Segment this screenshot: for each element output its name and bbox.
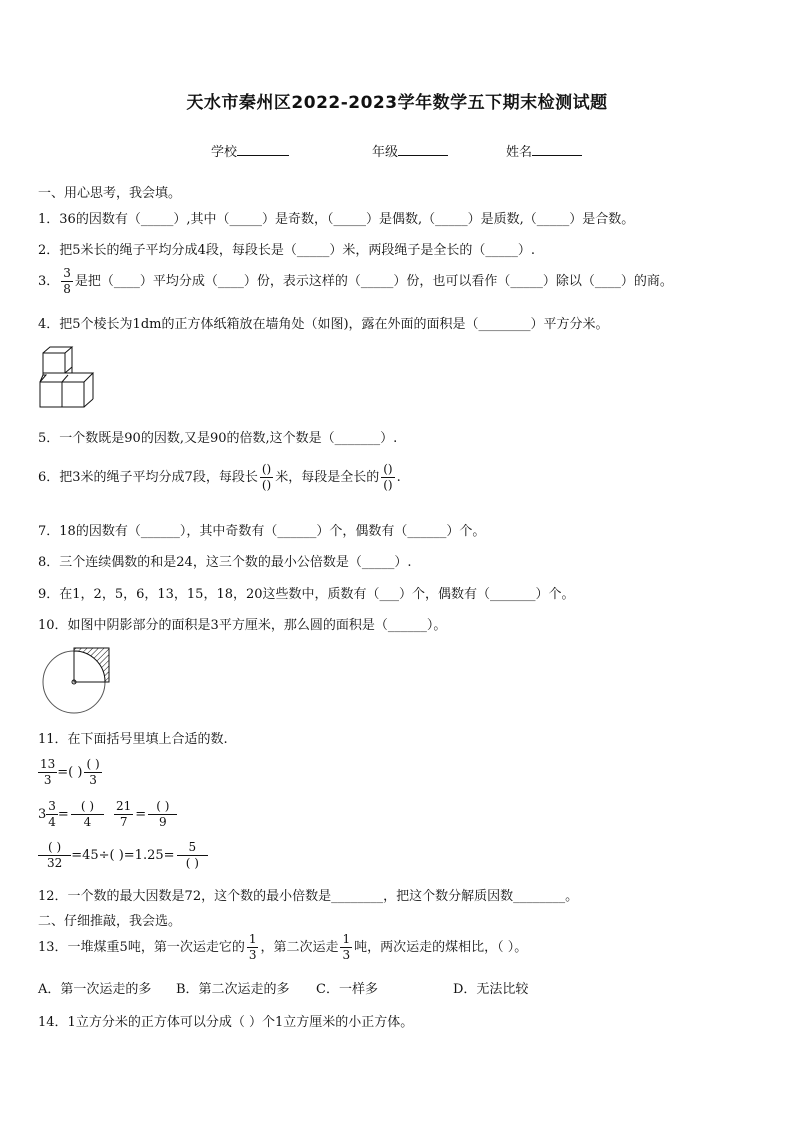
- name-label: 姓名: [506, 145, 533, 160]
- fraction-denominator: 3: [43, 773, 52, 787]
- question-10: 10．如图中阴影部分的面积是3平方厘米，那么圆的面积是（______）。: [38, 618, 447, 633]
- question-9: 9．在1，2，5，6，13，15，18，20这些数中，质数有（___）个，偶数有（_______）个。: [38, 587, 575, 602]
- fraction-blank-over-32[interactable]: [38, 840, 71, 871]
- question-6-text-3: .: [396, 470, 401, 485]
- fraction-numerator: ( ): [148, 799, 177, 815]
- fraction-denominator: 3: [89, 773, 97, 787]
- fraction-numerator: 3: [48, 799, 56, 813]
- fraction-numerator: ( ): [71, 799, 104, 815]
- question-14: 14．1立方分米的正方体可以分成（ ）个1立方厘米的小正方体。: [38, 1015, 414, 1030]
- fraction-numerator: 1: [248, 932, 257, 946]
- fraction-1-3-a: [247, 932, 259, 963]
- name-field[interactable]: [506, 141, 582, 160]
- fraction-blank-over-9[interactable]: [148, 799, 177, 830]
- school-field[interactable]: [211, 141, 289, 160]
- question-3-text: 是把（____）平均分成（____）份，表示这样的（_____）份，也可以看作（_____）除以（____）的商。: [74, 274, 673, 289]
- fraction-denominator: 9: [158, 815, 167, 829]
- question-12: 12．一个数的最大因数是72，这个数的最小倍数是________，把这个数分解质因数________。: [38, 889, 579, 904]
- fraction-3-4: [46, 799, 58, 830]
- equation-text: =: [57, 807, 69, 822]
- question-1: 1．36的因数有（_____）,其中（_____）是奇数，（_____）是偶数,（_____）是质数,（_____）是合数。: [38, 212, 635, 227]
- equation-text: =( ): [57, 765, 83, 780]
- school-label: 学校: [211, 145, 238, 160]
- fraction-1-3-b: [340, 932, 352, 963]
- fraction-numerator: (): [383, 462, 393, 476]
- name-blank[interactable]: [532, 143, 582, 156]
- fraction-numerator: ( ): [86, 757, 100, 771]
- fraction-blank-1[interactable]: [260, 462, 273, 493]
- fraction-blank-over-3[interactable]: [84, 757, 101, 788]
- fraction-denominator: (): [261, 478, 272, 492]
- fraction-denominator: ( ): [185, 856, 199, 870]
- question-13-text-1: 13．一堆煤重5吨，第一次运走它的: [38, 940, 245, 955]
- q11-row-3: [38, 840, 210, 871]
- fraction-13-3: [38, 757, 57, 788]
- fraction-denominator: 7: [119, 815, 128, 829]
- whole-number: 3: [38, 807, 47, 822]
- circle-figure: [40, 644, 114, 714]
- school-blank[interactable]: [237, 143, 289, 156]
- section-heading-choice: 二、仔细推敲，我会选。: [38, 914, 182, 929]
- fraction-numerator: 1: [342, 932, 351, 946]
- fraction-21-7: [114, 799, 133, 830]
- fraction-numerator: (): [261, 462, 272, 476]
- fraction-numerator: 5: [177, 840, 209, 856]
- question-4: 4．把5个棱长为1dm的正方体纸箱放在墙角处（如图)，露在外面的面积是（________）平方分米。: [38, 317, 609, 332]
- question-6: [38, 462, 401, 493]
- question-8: 8．三个连续偶数的和是24，这三个数的最小公倍数是（_____）.: [38, 555, 412, 570]
- fraction-blank-2[interactable]: [381, 462, 394, 493]
- fraction-denominator: 3: [248, 948, 257, 962]
- question-2: 2．把5米长的绳子平均分成4段，每段长是（_____）米，两段绳子是全长的（_____）.: [38, 243, 535, 258]
- q11-row-1: [38, 757, 104, 788]
- question-13-text-3: 吨，两次运走的煤相比，（ ）。: [354, 940, 528, 955]
- grade-blank[interactable]: [398, 143, 448, 156]
- option-d[interactable]: D．无法比较: [453, 982, 529, 997]
- q11-row-2: [38, 799, 179, 830]
- question-6-text-1: 6．把3米的绳子平均分成7段，每段长: [38, 470, 258, 485]
- question-11: 11．在下面括号里填上合适的数.: [38, 732, 228, 747]
- fraction-numerator: ( ): [38, 840, 71, 856]
- fraction-numerator: 3: [63, 266, 71, 280]
- fraction-denominator: 4: [48, 815, 56, 829]
- fraction-numerator: 21: [116, 799, 132, 813]
- option-b[interactable]: B．第二次运走的多: [176, 982, 290, 997]
- fraction-denominator: 3: [342, 948, 351, 962]
- question-6-text-2: 米，每段是全长的: [275, 470, 380, 485]
- fraction-denominator: (): [383, 478, 393, 492]
- equation-text: =45÷( )=1.25=: [71, 848, 175, 863]
- option-a[interactable]: A．第一次运走的多: [38, 982, 152, 997]
- fraction-5-over-blank[interactable]: [177, 840, 209, 871]
- section-heading-fill: 一、用心思考，我会填。: [38, 186, 182, 201]
- fraction-3-8: [61, 266, 73, 297]
- fraction-denominator: 32: [46, 856, 63, 870]
- grade-label: 年级: [372, 145, 399, 160]
- cubes-figure: [38, 345, 102, 409]
- option-c[interactable]: C．一样多: [316, 982, 378, 997]
- fraction-blank-over-4[interactable]: [71, 799, 104, 830]
- question-3-number: 3．: [38, 274, 60, 289]
- question-7: 7．18的因数有（______），其中奇数有（______）个，偶数有（______）个。: [38, 524, 486, 539]
- grade-field[interactable]: [372, 141, 448, 160]
- question-13-text-2: ，第二次运走: [260, 940, 339, 955]
- page-title: 天水市秦州区2022-2023学年数学五下期末检测试题: [186, 93, 608, 113]
- fraction-denominator: 8: [63, 282, 71, 296]
- question-3: [38, 266, 673, 297]
- equation-text: =: [135, 807, 147, 822]
- question-5: 5．一个数既是90的因数,又是90的倍数,这个数是（_______）.: [38, 431, 398, 446]
- fraction-denominator: 4: [83, 815, 92, 829]
- question-13: [38, 932, 527, 963]
- fraction-numerator: 13: [40, 757, 56, 771]
